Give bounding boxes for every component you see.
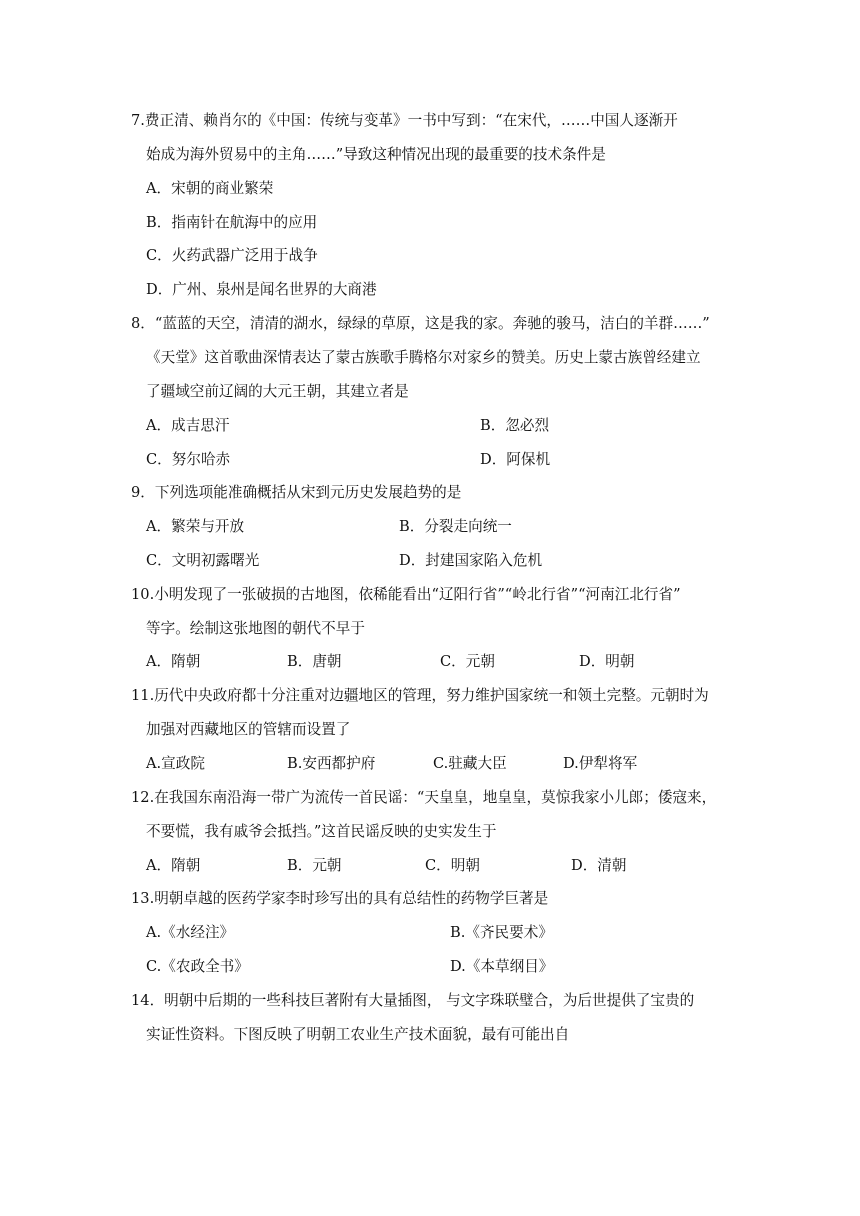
q11-option-b: B.安西都护府 <box>287 755 376 772</box>
q10-option-b: B．唐朝 <box>287 653 342 670</box>
q13-stem-line1: 13.明朝卓越的医药学家李时珍写出的具有总结性的药物学巨著是 <box>131 890 549 907</box>
q14-stem-line1: 14．明朝中后期的一些科技巨著附有大量插图， 与文字珠联璧合，为后世提供了宝贵的 <box>131 992 695 1009</box>
q10-option-a: A．隋朝 <box>146 653 201 670</box>
q9-stem-line1: 9．下列选项能准确概括从宋到元历史发展趋势的是 <box>131 484 462 501</box>
q12-stem-line2: 不要慌，我有戚爷会抵挡。”这首民谣反映的史实发生于 <box>146 823 497 840</box>
q9-option-a: A．繁荣与开放 <box>146 518 245 535</box>
q8-stem-line3: 了疆域空前辽阔的大元王朝，其建立者是 <box>146 383 409 400</box>
q10-stem-line1: 10.小明发现了一张破损的古地图，依稀能看出“辽阳行省”“岭北行省”“河南江北行省” <box>131 586 681 603</box>
q10-option-d: D．明朝 <box>579 653 635 670</box>
q7-option-c: C．火药武器广泛用于战争 <box>146 247 318 264</box>
q9-option-b: B．分裂走向统一 <box>399 518 512 535</box>
q12-option-d: D．清朝 <box>571 857 627 874</box>
q13-option-c: C.《农政全书》 <box>146 958 249 975</box>
q11-option-d: D.伊犁将军 <box>563 755 638 772</box>
q13-option-a: A.《水经注》 <box>146 924 235 941</box>
q7-option-b: B．指南针在航海中的应用 <box>146 214 318 231</box>
q7-stem-line2: 始成为海外贸易中的主角……”导致这种情况出现的最重要的技术条件是 <box>146 146 606 163</box>
q8-option-a: A．成吉思汗 <box>146 417 230 434</box>
q12-option-a: A．隋朝 <box>146 857 201 874</box>
q8-stem-line1: 8．“蓝蓝的天空，清清的湖水，绿绿的草原，这是我的家。奔驰的骏马，洁白的羊群……” <box>131 315 710 332</box>
q12-stem-line1: 12.在我国东南沿海一带广为流传一首民谣：“天皇皇，地皇皇，莫惊我家小儿郎；倭寇来， <box>131 789 717 806</box>
q13-option-d: D.《本草纲目》 <box>450 958 554 975</box>
q7-stem-line1: 7.费正清、赖肖尔的《中国：传统与变革》一书中写到：“在宋代，……中国人逐渐开 <box>131 112 678 129</box>
q14-stem-line2: 实证性资料。下图反映了明朝工农业生产技术面貌，最有可能出自 <box>146 1026 570 1043</box>
q9-option-c: C．文明初露曙光 <box>146 552 260 569</box>
q8-option-b: B．忽必烈 <box>480 417 550 434</box>
q8-stem-line2: 《天堂》这首歌曲深情表达了蒙古族歌手腾格尔对家乡的赞美。历史上蒙古族曾经建立 <box>146 349 701 366</box>
q13-option-b: B.《齐民要术》 <box>450 924 553 941</box>
q8-option-d: D．阿保机 <box>480 451 551 468</box>
q7-option-a: A．宋朝的商业繁荣 <box>146 180 274 197</box>
q11-option-c: C.驻藏大臣 <box>433 755 507 772</box>
q9-option-d: D．封建国家陷入危机 <box>399 552 543 569</box>
q12-option-c: C．明朝 <box>425 857 480 874</box>
q8-option-c: C．努尔哈赤 <box>146 451 231 468</box>
q7-option-d: D．广州、泉州是闻名世界的大商港 <box>146 281 377 298</box>
q11-option-a: A.宣政院 <box>146 755 205 772</box>
q11-stem-line1: 11.历代中央政府都十分注重对边疆地区的管理，努力维护国家统一和领土完整。元朝时为 <box>131 687 709 704</box>
q12-option-b: B．元朝 <box>287 857 342 874</box>
q11-stem-line2: 加强对西藏地区的管辖而设置了 <box>146 721 351 738</box>
q10-stem-line2: 等字。绘制这张地图的朝代不早于 <box>146 620 365 637</box>
q10-option-c: C．元朝 <box>440 653 495 670</box>
